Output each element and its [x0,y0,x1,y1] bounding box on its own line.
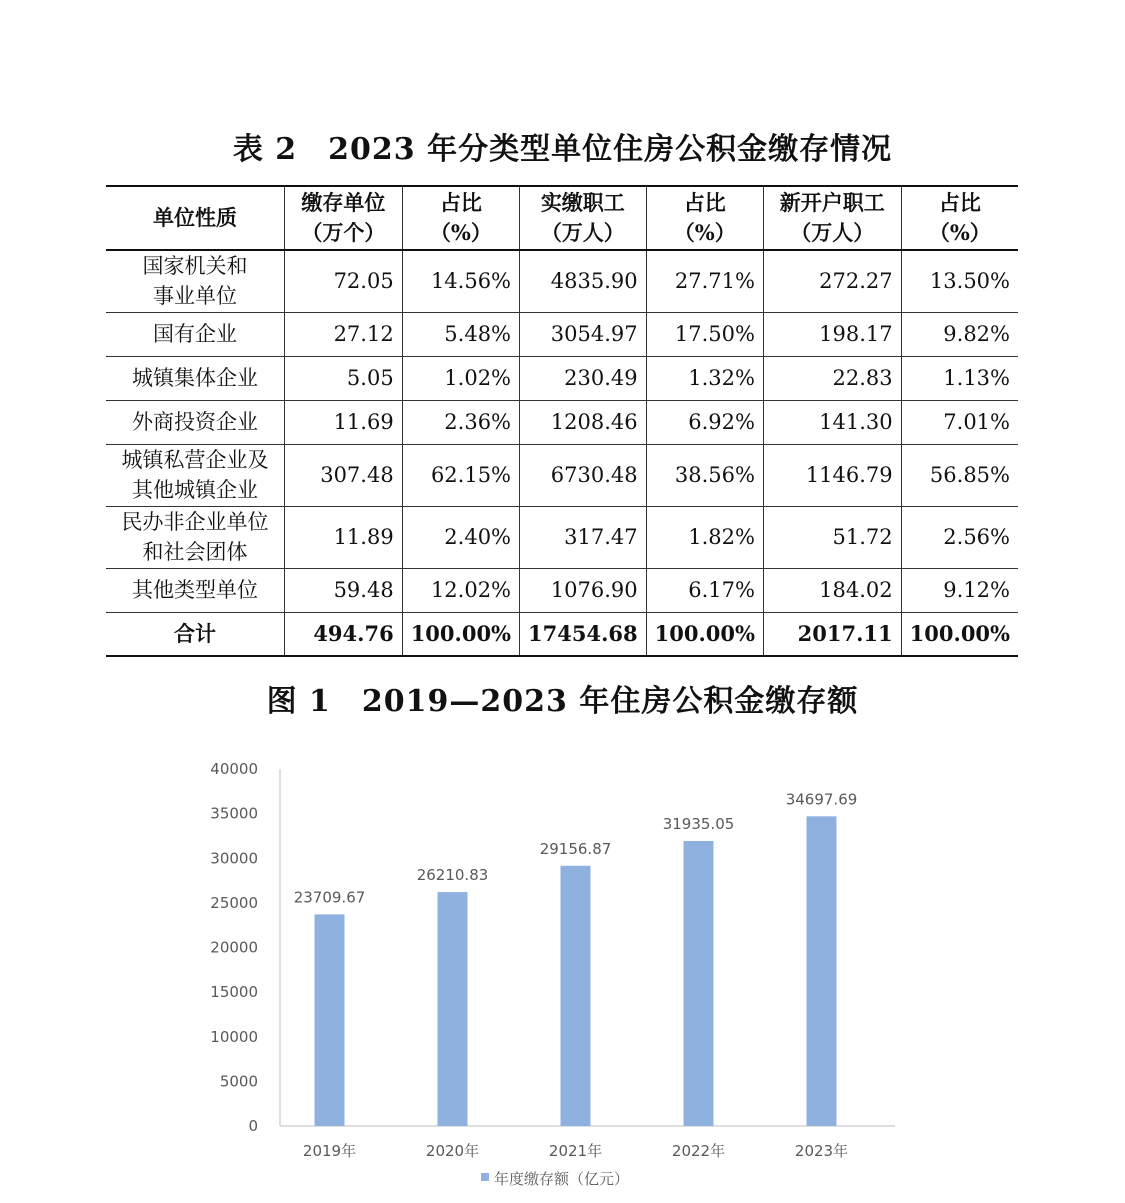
y-tick-label: 30000 [210,849,258,868]
value-cell: 5.48% [402,312,519,356]
value-cell: 6730.48 [520,444,647,506]
value-cell: 27.71% [646,250,763,312]
legend [481,1170,629,1188]
data-label: 31935.05 [662,814,735,833]
value-cell: 51.72 [763,506,901,568]
column-header-line: （%） [673,220,736,245]
legend-swatch [481,1173,489,1181]
value-cell: 230.49 [520,356,647,400]
column-header [402,186,519,250]
column-header-line: （%） [928,220,991,245]
value-cell: 27.12 [285,312,403,356]
y-axis-tick-labels [210,760,258,1135]
unit-type-cell [106,444,285,506]
value-cell: 9.82% [901,312,1018,356]
value-cell: 11.89 [285,506,403,568]
unit-type-line: 城镇私营企业及 [121,448,269,472]
value-cell: 3054.97 [520,312,647,356]
contribution-table [106,185,1018,657]
unit-type-line: 国有企业 [153,322,238,346]
value-cell: 272.27 [763,250,901,312]
column-header [646,186,763,250]
value-cell: 1.02% [402,356,519,400]
data-label: 29156.87 [539,839,612,858]
column-header [520,186,647,250]
y-tick-label: 10000 [210,1027,258,1046]
unit-type-cell [106,312,285,356]
x-tick-label: 2020年 [425,1142,480,1160]
unit-type-cell [106,356,285,400]
value-cell: 100.00% [402,612,519,656]
y-tick-label: 20000 [210,938,258,957]
value-cell: 17.50% [646,312,763,356]
column-header-line: （万个） [301,220,386,245]
x-tick-label: 2019年 [302,1142,357,1160]
data-label: 23709.67 [293,888,366,907]
bar-2020年 [438,892,468,1126]
value-cell: 22.83 [763,356,901,400]
unit-type-line: 国家机关和 [142,254,248,279]
y-tick-label: 15000 [210,983,258,1002]
data-label: 26210.83 [416,866,489,885]
value-cell: 72.05 [285,250,403,312]
unit-type-cell [106,250,285,312]
value-cell: 2017.11 [763,612,901,656]
value-cell: 6.92% [646,400,763,444]
table-row [106,356,1018,400]
value-cell: 5.05 [285,356,403,400]
column-header [901,186,1018,250]
bar-2019年 [315,914,345,1126]
y-tick-label: 40000 [210,760,258,778]
table-row [106,568,1018,612]
value-cell: 100.00% [901,612,1018,656]
unit-type-line: 外商投资企业 [132,410,259,434]
table-row [106,444,1018,506]
bars [315,816,837,1126]
value-cell: 2.56% [901,506,1018,568]
unit-type-line: 民办非企业单位 [121,510,269,534]
table-header-row [106,186,1018,250]
column-header-line: 缴存单位 [301,190,386,215]
x-tick-label: 2023年 [794,1142,849,1160]
table-row [106,250,1018,312]
value-cell: 141.30 [763,400,901,444]
value-cell: 9.12% [901,568,1018,612]
value-cell: 4835.90 [520,250,647,312]
value-cell: 1146.79 [763,444,901,506]
column-header [106,186,285,250]
y-tick-label: 35000 [210,804,258,823]
column-header-line: （%） [429,220,492,245]
unit-type-line: 合计 [174,620,217,646]
column-header [763,186,901,250]
column-header [285,186,403,250]
unit-type-cell [106,568,285,612]
value-cell: 100.00% [646,612,763,656]
table-row [106,312,1018,356]
data-label: 34697.69 [785,790,858,809]
column-header-line: （万人） [790,220,875,245]
value-cell: 17454.68 [520,612,647,656]
y-tick-label: 25000 [210,893,258,912]
value-cell: 1208.46 [520,400,647,444]
unit-type-line: 事业单位 [153,284,238,309]
unit-type-cell [106,506,285,568]
column-header-line: 实缴职工 [540,190,625,215]
value-cell: 13.50% [901,250,1018,312]
column-header-line: （万人） [540,220,625,245]
column-header-line: 占比 [439,190,482,215]
unit-type-cell [106,612,285,656]
x-axis-tick-labels [303,1142,848,1160]
column-header-line: 占比 [683,190,726,215]
value-cell: 307.48 [285,444,403,506]
column-header-line: 新开户职工 [779,190,885,215]
value-cell: 2.40% [402,506,519,568]
value-cell: 1.32% [646,356,763,400]
table-total-row [106,612,1018,656]
value-cell: 494.76 [285,612,403,656]
table-row [106,400,1018,444]
unit-type-line: 其他城镇企业 [132,478,259,502]
bar-2023年 [807,816,837,1126]
value-cell: 1076.90 [520,568,647,612]
table-title: 表 2 2023 年分类型单位住房公积金缴存情况 [232,132,893,167]
column-header-line: 占比 [938,190,981,215]
value-cell: 62.15% [402,444,519,506]
value-cell: 56.85% [901,444,1018,506]
column-header-line: 单位性质 [153,205,238,230]
value-cell: 14.56% [402,250,519,312]
table-body [106,250,1018,656]
bar-2021年 [561,866,591,1126]
value-cell: 11.69 [285,400,403,444]
contribution-bar-chart [190,755,910,1195]
unit-type-line: 其他类型单位 [132,578,259,602]
value-cell: 59.48 [285,568,403,612]
value-cell: 7.01% [901,400,1018,444]
unit-type-cell [106,400,285,444]
value-cell: 12.02% [402,568,519,612]
unit-type-line: 和社会团体 [142,540,248,564]
y-tick-label: 5000 [219,1072,258,1091]
unit-type-line: 城镇集体企业 [132,366,259,390]
x-tick-label: 2021年 [548,1142,603,1160]
figure-title: 图 1 2019—2023 年住房公积金缴存额 [266,684,859,719]
table-row [106,506,1018,568]
value-cell: 198.17 [763,312,901,356]
value-cell: 1.82% [646,506,763,568]
value-cell: 6.17% [646,568,763,612]
y-tick-label: 0 [248,1117,258,1135]
value-cell: 184.02 [763,568,901,612]
value-cell: 38.56% [646,444,763,506]
x-tick-label: 2022年 [671,1142,726,1160]
value-cell: 317.47 [520,506,647,568]
bar-2022年 [684,841,714,1126]
value-cell: 1.13% [901,356,1018,400]
value-cell: 2.36% [402,400,519,444]
legend-label: 年度缴存额（亿元） [494,1170,630,1188]
